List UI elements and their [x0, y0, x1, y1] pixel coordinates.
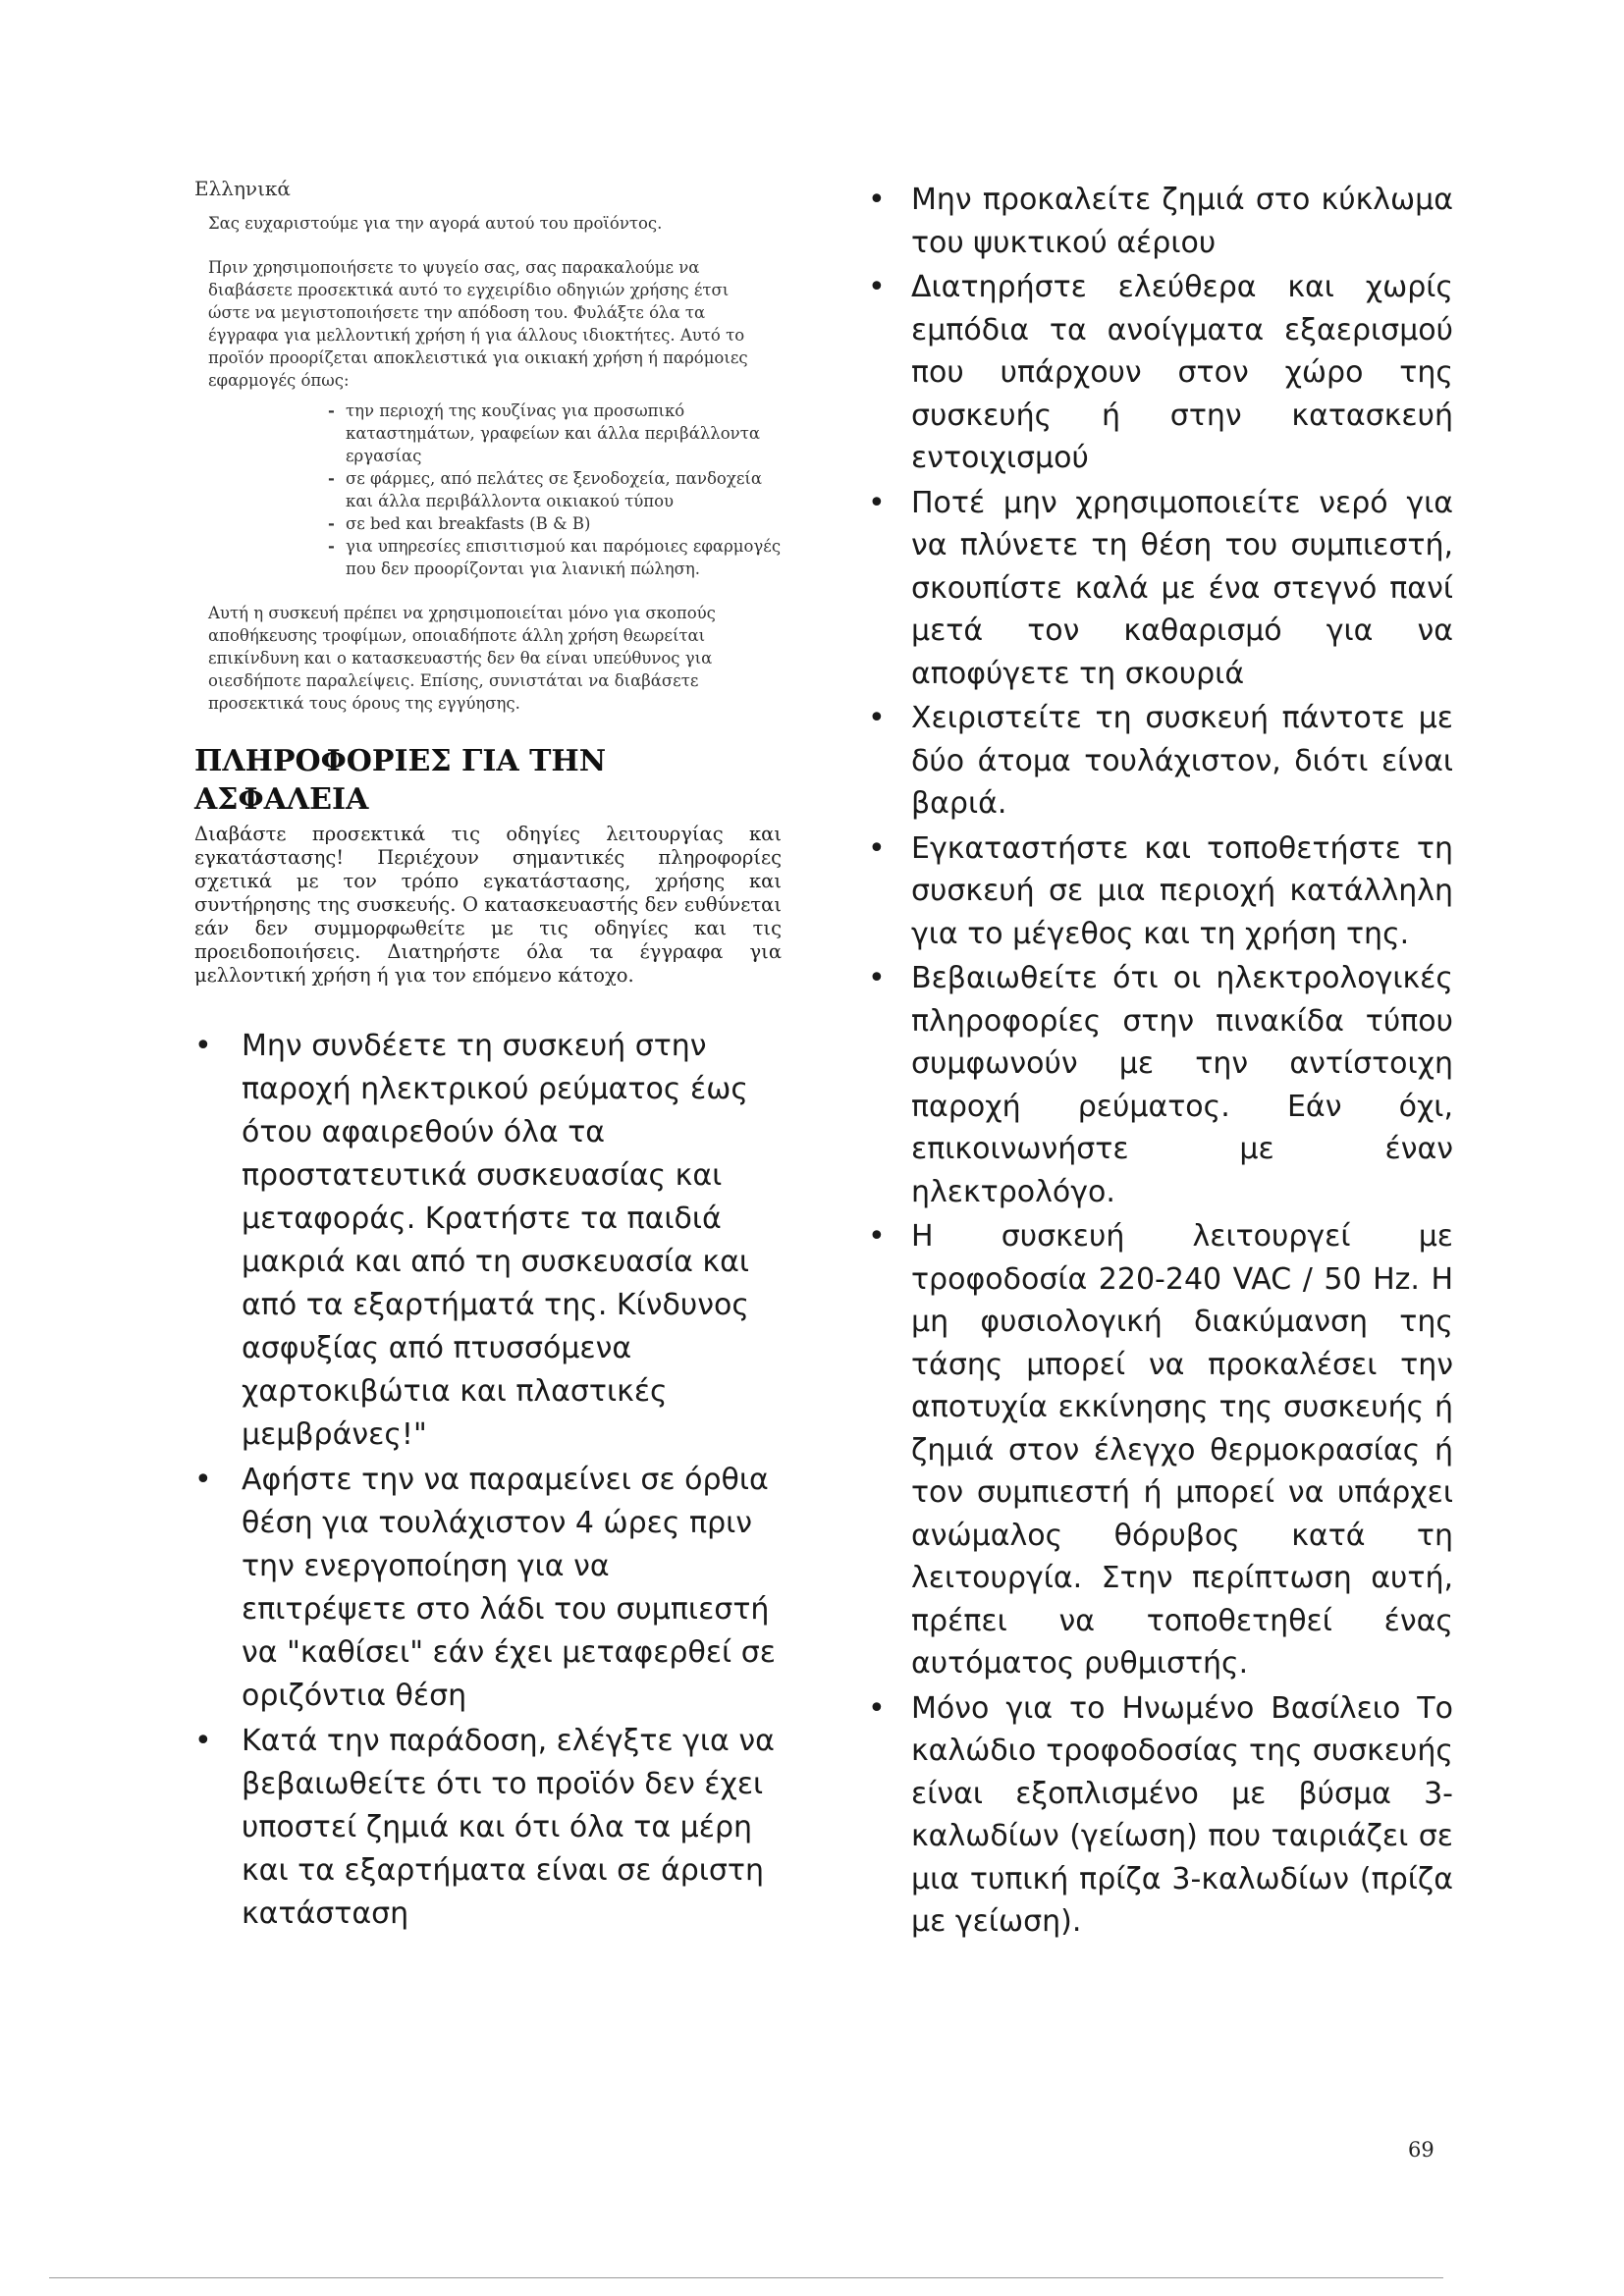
safety-bullet-item: • Κατά την παράδοση, ελέγξτε για να βεβαιωθείτε ότι το προϊόν δεν έχει υποστεί ζημιά και ότι όλα τα μέρη και τα εξαρτήματα είναι σε άριστη κατάσταση	[194, 1720, 784, 1936]
intro-section	[194, 212, 768, 392]
safety-bullet-item: • Ποτέ μην χρησιμοποιείτε νερό για να πλύνετε τη θέση του συμπιεστή, σκουπίστε καλά με ένα στεγνό πανί μετά τον καθαρισμό για να αποφύγετε τη σκουριά	[864, 482, 1453, 696]
safety-heading: ΠΛΗΡΟΦΟΡΙΕΣ ΓΙΑ ΤΗΝ ΑΣΦΑΛΕΙΑ	[194, 744, 607, 817]
intro-paragraph-1: Πριν χρησιμοποιήσετε το ψυγείο σας, σας παρακαλούμε να διαβάσετε προσεκτικά αυτό το εγχειρίδιο οδηγιών χρήσης έτσι ώστε να μεγιστοποιήσετε την απόδοση του. Φυλάξτε όλα τα έγγραφα για μελλοντική χρήση ή για άλλους ιδιοκτήτες. Αυτό το προϊόν προορίζεται αποκλειστικά για οικιακή χρήση ή παρόμοιες εφαρμογές όπως:	[208, 258, 748, 390]
safety-bullet-item: • Εγκαταστήστε και τοποθετήστε τη συσκευή σε μια περιοχή κατάλληλη για το μέγεθος και τη χρήση της.	[864, 828, 1453, 956]
intended-use-item: - την περιοχή της κουζίνας για προσωπικό καταστημάτων, γραφείων και άλλα περιβάλλοντα εργασίας	[328, 400, 784, 467]
intended-uses-list	[194, 400, 784, 580]
intended-use-item: - για υπηρεσίες επισιτισμού και παρόμοιες εφαρμογές που δεν προορίζονται για λιανική πώληση.	[328, 535, 784, 580]
intro-thanks: Σας ευχαριστούμε για την αγορά αυτού του προϊόντος.	[208, 214, 663, 233]
safety-bullet-item: • Μην συνδέετε τη συσκευή στην παροχή ηλεκτρικού ρεύματος έως ότου αφαιρεθούν όλα τα προστατευτικά συσκευασίας και μεταφοράς. Κρατήστε τα παιδιά μακριά και από τη συσκευασία και από τα εξαρτήματά της. Κίνδυνος ασφυξίας από πτυσσόμενα χαρτοκιβώτια και πλαστικές μεμβράνες!"	[194, 1025, 784, 1457]
safety-bullets-left	[194, 1025, 784, 1936]
safety-intro-paragraph: Διαβάστε προσεκτικά τις οδηγίες λειτουργίας και εγκατάστασης! Περιέχουν σημαντικές πληροφορίες σχετικά με τον τρόπο εγκατάστασης, χρήσης και συντήρησης της συσκευής. Ο κατασκευαστής δεν ευθύνεται εάν δεν συμμορφωθείτε με τις οδηγίες και τις προειδοποιήσεις. Διατηρήστε όλα τα έγγραφα για μελλοντική χρήση ή για τον επόμενο κάτοχο.	[194, 823, 782, 987]
intro-paragraph-2: Αυτή η συσκευή πρέπει να χρησιμοποιείται μόνο για σκοπούς αποθήκευσης τροφίμων, οποιαδήποτε άλλη χρήση θεωρείται επικίνδυνη και ο κατασκευαστής δεν θα είναι υπεύθυνος για οιεσδήποτε παραλείψεις. Επίσης, συνιστάται να διαβάσετε προσεκτικά τους όρους της εγγύησης.	[208, 604, 716, 713]
footer-divider	[49, 2277, 1443, 2278]
safety-bullet-item: • Η συσκευή λειτουργεί με τροφοδοσία 220-240 VAC / 50 Hz. Η μη φυσιολογική διακύμανση της τάσης μπορεί να προκαλέσει την αποτυχία εκκίνησης της συσκευής ή ζημιά στον έλεγχο θερμοκρασίας ή τον συμπιεστή ή μπορεί να υπάρχει ανώμαλος θόρυβος κατά τη λειτουργία. Στην περίπτωση αυτή, πρέπει να τοποθετηθεί ένας αυτόματος ρυθμιστής.	[864, 1215, 1453, 1685]
safety-bullet-item: • Χειριστείτε τη συσκευή πάντοτε με δύο άτομα τουλάχιστον, διότι είναι βαριά.	[864, 697, 1453, 826]
safety-bullets-right	[864, 179, 1453, 1944]
intended-use-item: - σε φάρμες, από πελάτες σε ξενοδοχεία, πανδοχεία και άλλα περιβάλλοντα οικιακού τύπου	[328, 467, 784, 512]
safety-bullet-item: • Μην προκαλείτε ζημιά στο κύκλωμα του ψυκτικού αέριου	[864, 179, 1453, 264]
language-label: Ελληνικά	[194, 177, 291, 200]
right-column	[864, 179, 1453, 1946]
safety-bullet-item: • Αφήστε την να παραμείνει σε όρθια θέση για τουλάχιστον 4 ώρες πριν την ενεργοποίηση για να επιτρέψετε στο λάδι του συμπιεστή να "καθίσει" εάν έχει μεταφερθεί σε οριζόντια θέση	[194, 1459, 784, 1718]
safety-bullet-item: • Βεβαιωθείτε ότι οι ηλεκτρολογικές πληροφορίες στην πινακίδα τύπου συμφωνούν με την αντίστοιχη παροχή ρεύματος. Εάν όχι, επικοινωνήστε με έναν ηλεκτρολόγο.	[864, 957, 1453, 1213]
intended-use-item: - σε bed και breakfasts (B & B)	[328, 512, 784, 535]
safety-bullet-item: • Διατηρήστε ελεύθερα και χωρίς εμπόδια τα ανοίγματα εξαερισμού που υπάρχουν στον χώρο της συσκευής ή στην κατασκευή εντοιχισμού	[864, 266, 1453, 480]
safety-bullet-item: • Μόνο για το Ηνωμένο Βασίλειο Το καλώδιο τροφοδοσίας της συσκευής είναι εξοπλισμένο με βύσμα 3-καλωδίων (γείωση) που ταιριάζει σε μια τυπική πρίζα 3-καλωδίων (πρίζα με γείωση).	[864, 1687, 1453, 1944]
page-number: 69	[1408, 2138, 1435, 2162]
intro-section-2	[194, 602, 768, 715]
left-column	[194, 177, 784, 1938]
